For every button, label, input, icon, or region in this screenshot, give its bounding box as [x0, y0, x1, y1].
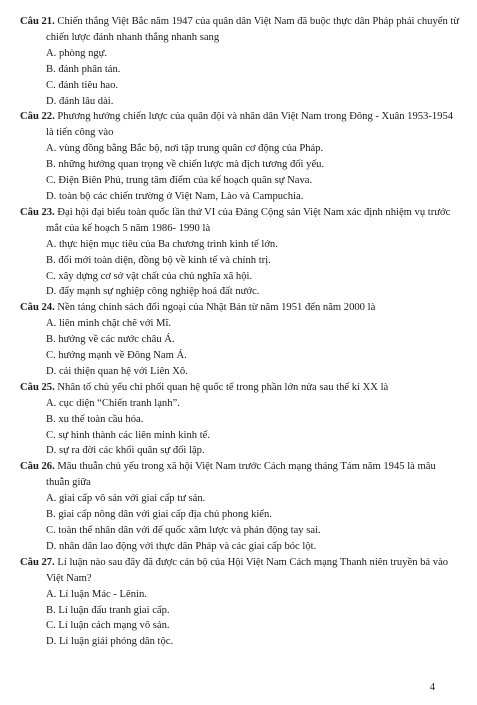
answer-option-c: C. đánh tiêu hao. — [46, 79, 119, 91]
question-number: Câu 27. — [20, 556, 55, 568]
answer-option-a: A. thực hiện mục tiêu của Ba chương trình kinh tế lớn. — [46, 238, 278, 250]
question-23 — [20, 205, 460, 300]
answer-option-a: A. phòng ngự. — [46, 47, 108, 59]
question-text: Mâu thuẫn chủ yếu trong xã hội Việt Nam trước Cách mạng tháng Tám năm 1945 là mâu thuẫn giữa — [46, 461, 436, 489]
answer-option-a: A. vùng đồng bằng Bắc bộ, nơi tập trung quân cơ động của Pháp. — [46, 143, 324, 155]
question-text: Nhân tố chủ yếu chi phối quan hệ quốc tế trong phần lớn nửa sau thế kỉ XX là — [57, 381, 389, 393]
question-stem — [20, 205, 460, 237]
answer-option-d: D. cải thiện quan hệ với Liên Xô. — [46, 365, 188, 377]
question-stem — [20, 459, 460, 491]
answer-option-d: D. toàn bộ các chiến trường ở Việt Nam, Lào và Campuchia. — [46, 190, 304, 202]
answer-option-a: A. giai cấp vô sản với giai cấp tư sản. — [46, 493, 206, 505]
question-stem — [20, 109, 460, 141]
answer-option-c: C. toàn thể nhân dân với đế quốc xâm lược và phản động tay sai. — [46, 525, 321, 536]
question-number: Câu 22. — [20, 111, 55, 123]
answer-option-c: C. hướng mạnh về Đông Nam Á. — [46, 350, 187, 362]
question-24 — [20, 300, 460, 380]
answer-option-a: A. liên minh chặt chẽ với Mĩ. — [46, 318, 172, 330]
question-list — [20, 14, 460, 650]
question-stem — [20, 380, 460, 396]
answer-option-a: A. Lí luận Mác - Lênin. — [46, 588, 147, 600]
question-number: Câu 25. — [20, 381, 55, 393]
page-number: 4 — [429, 682, 435, 693]
question-25 — [20, 380, 460, 460]
answer-option-d: D. Lí luận giải phóng dân tộc. — [46, 636, 174, 648]
answer-option-b: B. hướng về các nước châu Á. — [46, 334, 175, 346]
question-number: Câu 21. — [20, 16, 55, 27]
question-number: Câu 26. — [20, 461, 55, 473]
answer-option-b: B. giai cấp nông dân với giai cấp địa chủ phong kiến. — [46, 509, 272, 521]
answer-option-d: D. sự ra đời các khối quân sự đối lập. — [46, 445, 205, 457]
question-stem — [20, 14, 460, 46]
answer-option-c: C. Điện Biên Phủ, trung tâm điểm của kế hoạch quân sự Nava. — [46, 175, 313, 187]
answer-option-c: C. Lí luận cách mạng vô sản. — [46, 620, 170, 632]
answer-option-c: C. sự hình thành các liên minh kinh tế. — [46, 429, 211, 441]
question-26 — [20, 459, 460, 554]
answer-option-d: D. nhân dân lao động với thực dân Pháp và các giai cấp bóc lột. — [46, 540, 317, 552]
answer-option-b: B. xu thế toàn cầu hóa. — [46, 413, 144, 425]
question-text: Phương hướng chiến lược của quân đội và nhân dân Việt Nam trong Đông - Xuân 1953-1954 là tiến công vào — [46, 111, 454, 139]
question-22 — [20, 109, 460, 204]
question-text: Đại hội đại biểu toàn quốc lần thứ VI của Đảng Cộng sản Việt Nam xác định nhiệm vụ trước mắt của kế hoạch 5 năm 1986- 1990 là — [46, 206, 451, 234]
answer-option-d: D. đẩy mạnh sự nghiệp công nghiệp hoá đất nước. — [46, 286, 260, 298]
question-27 — [20, 555, 460, 650]
question-number: Câu 23. — [20, 206, 55, 218]
question-stem — [20, 300, 460, 316]
question-stem — [20, 555, 460, 587]
answer-option-b: B. đánh phân tán. — [46, 63, 121, 75]
answer-option-a: A. cục diện “Chiến tranh lạnh”. — [46, 397, 180, 409]
answer-option-b: B. đổi mới toàn diện, đồng bộ về kinh tế và chính trị. — [46, 254, 271, 266]
question-text: Lí luận nào sau đây đã được cán bộ của Hội Việt Nam Cách mạng Thanh niên truyền bá vào Việt Nam? — [46, 556, 449, 584]
answer-option-b: B. Lí luận đấu tranh giai cấp. — [46, 604, 170, 616]
question-text: Nền tảng chính sách đối ngoại của Nhật Bản từ năm 1951 đến năm 2000 là — [57, 302, 376, 314]
answer-option-d: D. đánh lâu dài. — [46, 95, 114, 107]
answer-option-b: B. những hướng quan trọng về chiến lược mà địch tương đối yếu. — [46, 159, 325, 171]
question-21 — [20, 14, 460, 109]
question-text: Chiến thắng Việt Bắc năm 1947 của quân dân Việt Nam đã buộc thực dân Pháp phải chuyển từ chiến lược đánh nhanh thắng nhanh sang — [46, 16, 460, 43]
question-number: Câu 24. — [20, 302, 55, 314]
answer-option-c: C. xây dựng cơ sở vật chất của chủ nghĩa xã hội. — [46, 270, 253, 282]
